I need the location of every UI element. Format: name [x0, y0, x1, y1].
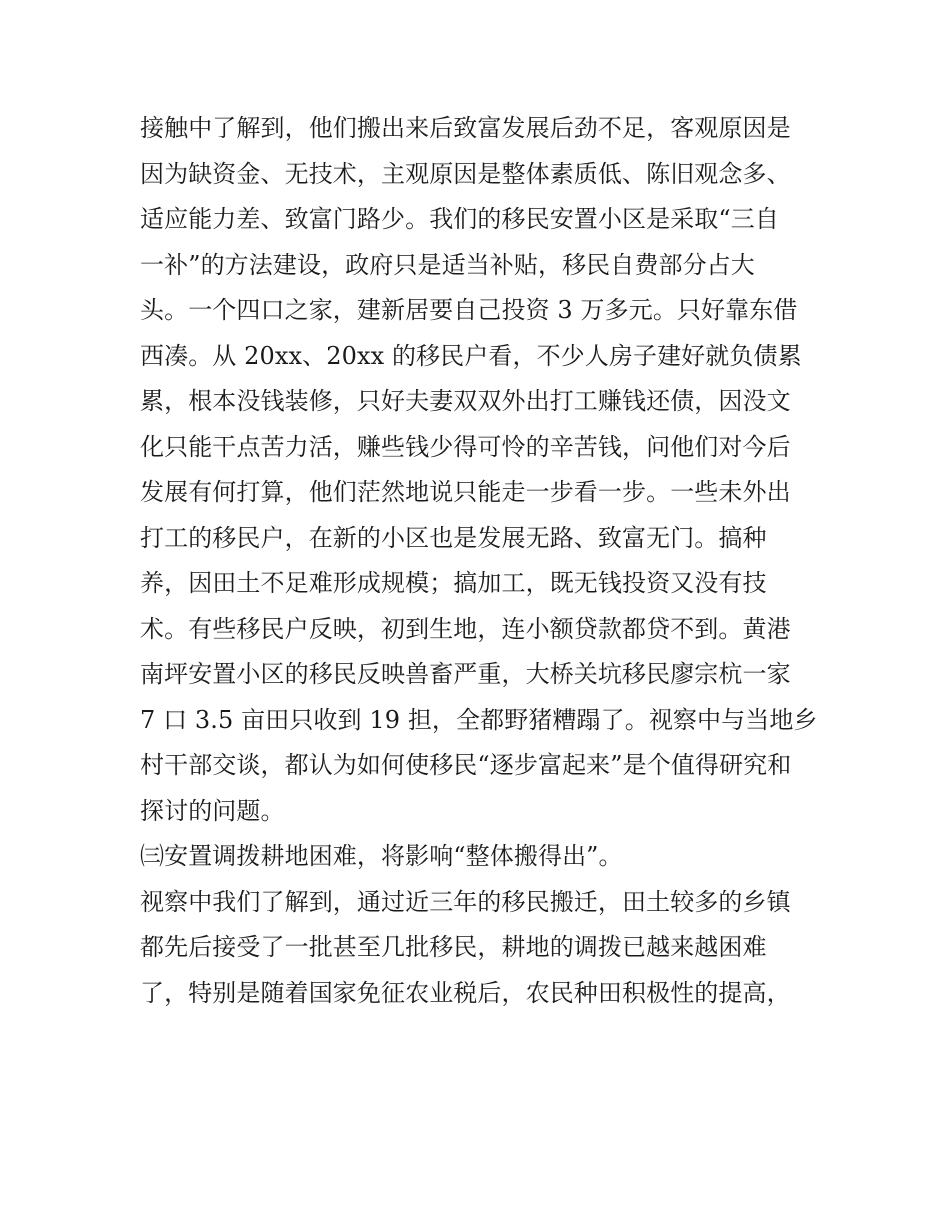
text-line: 南坪安置小区的移民反映兽畜严重，大桥关坑移民廖宗杭一家 — [140, 660, 791, 688]
text-line: 化只能干点苦力活，赚些钱少得可怜的辛苦钱，问他们对今后 — [140, 432, 791, 461]
text-line: 都先后接受了一批甚至几批移民，耕地的调拨已越来越困难 — [140, 933, 767, 961]
text-line: 7 口 3.5 亩田只收到 19 担，全都野猪糟蹋了。视察中与当地乡 — [140, 705, 818, 734]
text-line: 村干部交谈，都认为如何使移民“逐步富起来”是个值得研究和 — [140, 751, 792, 779]
body-text — [140, 106, 820, 1016]
text-line: 一补”的方法建设，政府只是适当补贴，移民自费部分占大 — [140, 250, 755, 279]
text-line: 头。一个四口之家，建新居要自己投资 3 万多元。只好靠东借 — [140, 296, 798, 324]
text-line: 术。有些移民户反映，初到生地，连小额贷款都贷不到。黄港 — [140, 614, 791, 643]
text-line: 因为缺资金、无技术，主观原因是整体素质低、陈旧观念多、 — [140, 159, 791, 188]
text-line: 发展有何打算，他们茫然地说只能走一步看一步。一些未外出 — [140, 478, 791, 506]
text-line: 探讨的问题。 — [140, 796, 285, 825]
text-line: 了，特别是随着国家免征农业税后，农民种田积极性的提高， — [140, 978, 791, 1007]
text-line: 适应能力差、致富门路少。我们的移民安置小区是采取“三自 — [140, 205, 779, 233]
section-heading: ㈢安置调拨耕地困难，将影响“整体搬得出”。 — [140, 842, 623, 870]
text-line: 视察中我们了解到，通过近三年的移民搬迁，田土较多的乡镇 — [140, 887, 791, 916]
text-line: 接触中了解到，他们搬出来后致富发展后劲不足，客观原因是 — [140, 114, 791, 142]
text-line: 打工的移民户，在新的小区也是发展无路、致富无门。搞种 — [140, 523, 767, 552]
text-line: 养，因田土不足难形成规模；搞加工，既无钱投资又没有技 — [140, 569, 767, 597]
text-line: 西凑。从 20xx、20xx 的移民户看，不少人房子建好就负债累 — [140, 341, 802, 370]
text-line: 累，根本没钱装修，只好夫妻双双外出打工赚钱还债，因没文 — [140, 387, 791, 415]
